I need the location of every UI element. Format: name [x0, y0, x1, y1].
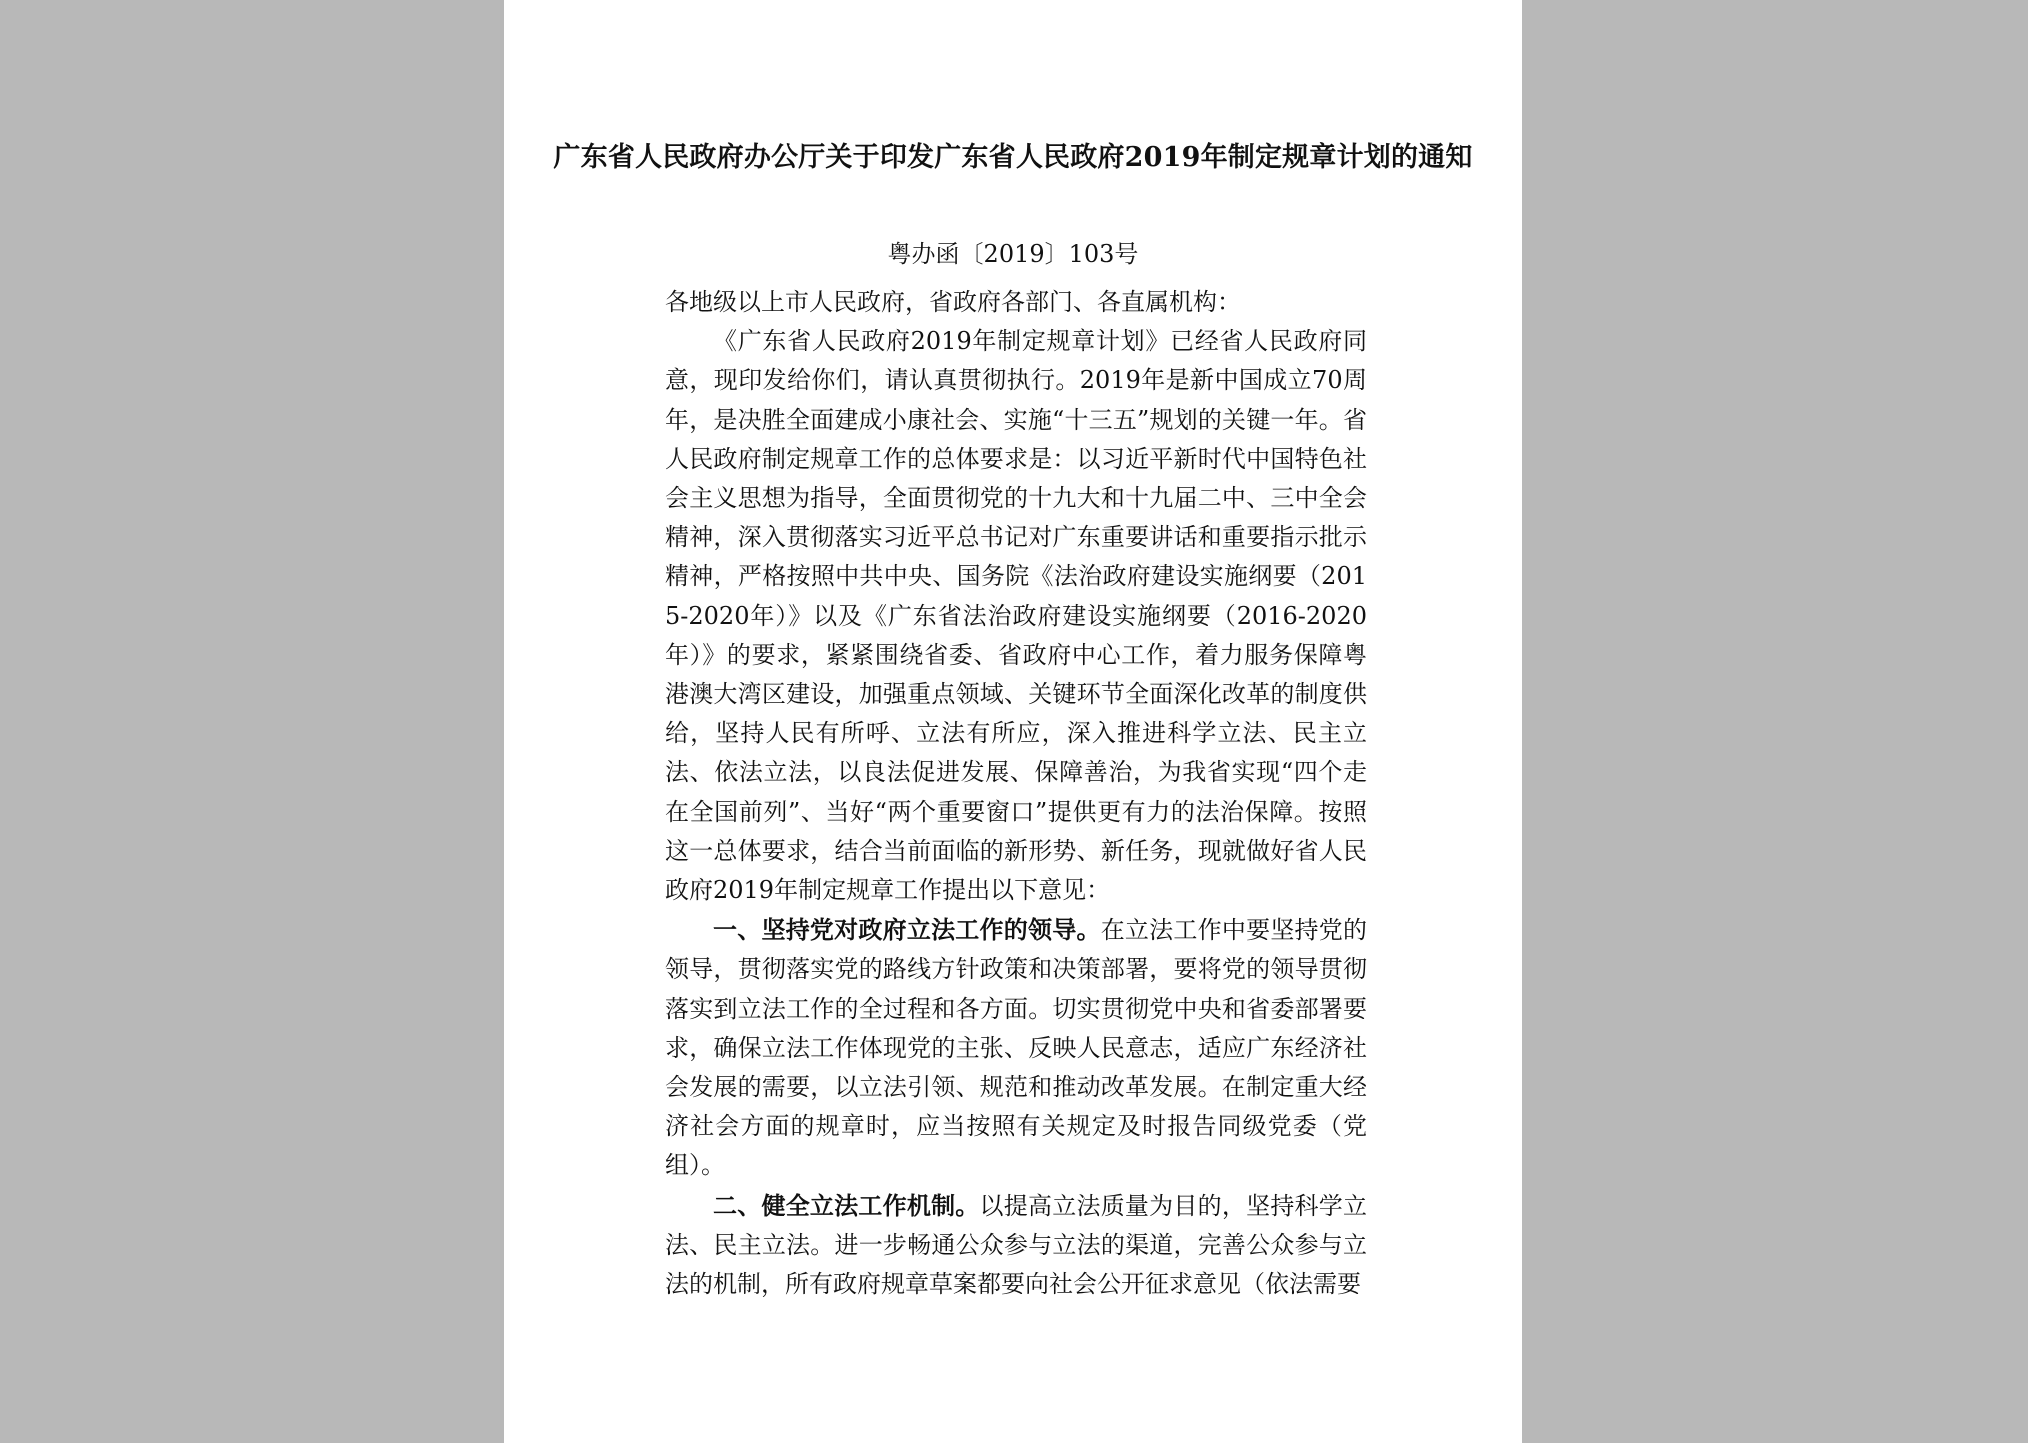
section-one	[665, 910, 1367, 1185]
section-two-heading: 二、健全立法工作机制。	[713, 1190, 980, 1220]
paragraph: 《广东省人民政府2019年制定规章计划》已经省人民政府同意，现印发给你们，请认真贯彻执行。2019年是新中国成立70周年，是决胜全面建成小康社会、实施“十三五”规划的关键一年。省人民政府制定规章工作的总体要求是：以习近平新时代中国特色社会主义思想为指导，全面贯彻党的十九大和十九届二中、三中全会精神，深入贯彻落实习近平总书记对广东重要讲话和重要指示批示精神，严格按照中共中央、国务院《法治政府建设实施纲要（2015-2020年）》以及《广东省法治政府建设实施纲要（2016-2020年）》的要求，紧紧围绕省委、省政府中心工作，着力服务保障粤港澳大湾区建设，加强重点领域、关键环节全面深化改革的制度供给，坚持人民有所呼、立法有所应，深入推进科学立法、民主立法、依法立法，以良法促进发展、保障善治，为我省实现“四个走在全国前列”、当好“两个重要窗口”提供更有力的法治保障。按照这一总体要求，结合当前面临的新形势、新任务，现就做好省人民政府2019年制定规章工作提出以下意见：	[665, 327, 1367, 905]
section-two-text: 以提高立法质量为目的，坚持科学立法、民主立法。进一步畅通公众参与立法的渠道，完善公众参与立法的机制，所有政府规章草案都要向社会公开征求意见（依法需要	[665, 1191, 1368, 1299]
document-body	[665, 283, 1367, 1304]
document-title: 广东省人民政府办公厅关于印发广东省人民政府2019年制定规章计划的通知	[553, 142, 1473, 173]
document-page	[504, 0, 1522, 1443]
section-one-text: 在立法工作中要坚持党的领导，贯彻落实党的路线方针政策和决策部署，要将党的领导贯彻落实到立法工作的全过程和各方面。切实贯彻党中央和省委部署要求，确保立法工作体现党的主张、反映人民意志，适应广东经济社会发展的需要，以立法引领、规范和推动改革发展。在制定重大经济社会方面的规章时，应当按照有关规定及时报告同级党委（党组）。	[665, 916, 1368, 1180]
section-two	[665, 1186, 1367, 1305]
section-one-heading: 一、坚持党对政府立法工作的领导。	[713, 915, 1101, 945]
document-number: 粤办函〔2019〕103号	[887, 240, 1139, 268]
salutation: 各地级以上市人民政府，省政府各部门、各直属机构：	[665, 288, 1241, 316]
